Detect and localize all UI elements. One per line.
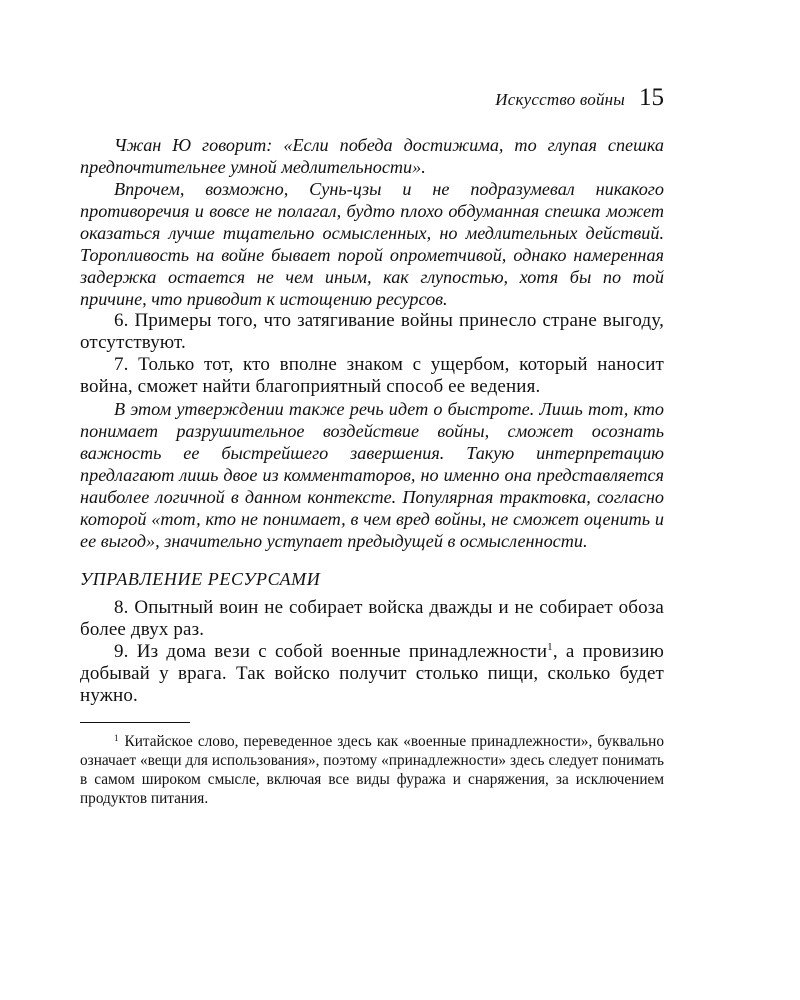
footnote-marker: 1 xyxy=(114,733,119,743)
verse-paragraph: 7. Только тот, кто вполне знаком с ущербом, который наносит война, сможет найти благоприятный способ ее ведения. xyxy=(80,354,664,397)
footnote-divider xyxy=(80,722,190,723)
footnote-text: Китайское слово, переведенное здесь как «военные принадлежности», буквально означает «вещи для использования», поэтому «принадлежности» здесь следует понимать в самом широком смысле, включая все виды фуража и снаряжения, за исключением продуктов питания. xyxy=(80,733,664,807)
footnote xyxy=(80,732,664,808)
footnote-reference[interactable]: 1 xyxy=(547,641,553,653)
verse-paragraph: 8. Опытный воин не собирает войска дважды и не собирает обоза более двух раз. xyxy=(80,597,664,640)
page-number: 15 xyxy=(639,84,664,111)
verse-paragraph: 6. Примеры того, что затягивание войны принесло стране выгоду, отсутствуют. xyxy=(80,310,664,353)
verse-text-start: 9. Из дома вези с собой военные принадлежности xyxy=(114,641,548,662)
main-text xyxy=(80,134,664,808)
section-heading: УПРАВЛЕНИЕ РЕСУРСАМИ xyxy=(80,569,321,589)
running-head xyxy=(80,84,664,116)
verse-paragraph-with-footnote xyxy=(80,641,664,707)
commentary-paragraph: Чжан Ю говорит: «Если победа достижима, то глупая спешка предпочтительнее умной медлительности». xyxy=(80,135,664,177)
verse-text-end: , а провизию добывай у врага. Так войско получит столько пищи, сколько будет нужно. xyxy=(80,641,664,706)
commentary-paragraph: В этом утверждении также речь идет о быстроте. Лишь тот, кто понимает разрушительное воздействие войны, сможет осознать важность ее быстрейшего завершения. Такую интерпретацию предлагают лишь двое из комментаторов, но именно она представляется наиболее логичной в данном контексте. Популярная трактовка, согласно которой «тот, кто не понимает, в чем вред войны, не сможет оценить и ее выгод», значительно уступает предыдущей в осмысленности. xyxy=(80,399,664,551)
commentary-paragraph: Впрочем, возможно, Сунь-цзы и не подразумевал никакого противоречия и вовсе не полагал, будто плохо обдуманная спешка может оказаться лучше тщательно осмысленных, но медлительных действий. Торопливость на войне бывает порой опрометчивой, однако намеренная задержка остается не чем иным, как глупостью, хотя бы по той причине, что приводит к истощению ресурсов. xyxy=(80,179,664,309)
running-head-title: Искусство войны xyxy=(495,90,625,109)
